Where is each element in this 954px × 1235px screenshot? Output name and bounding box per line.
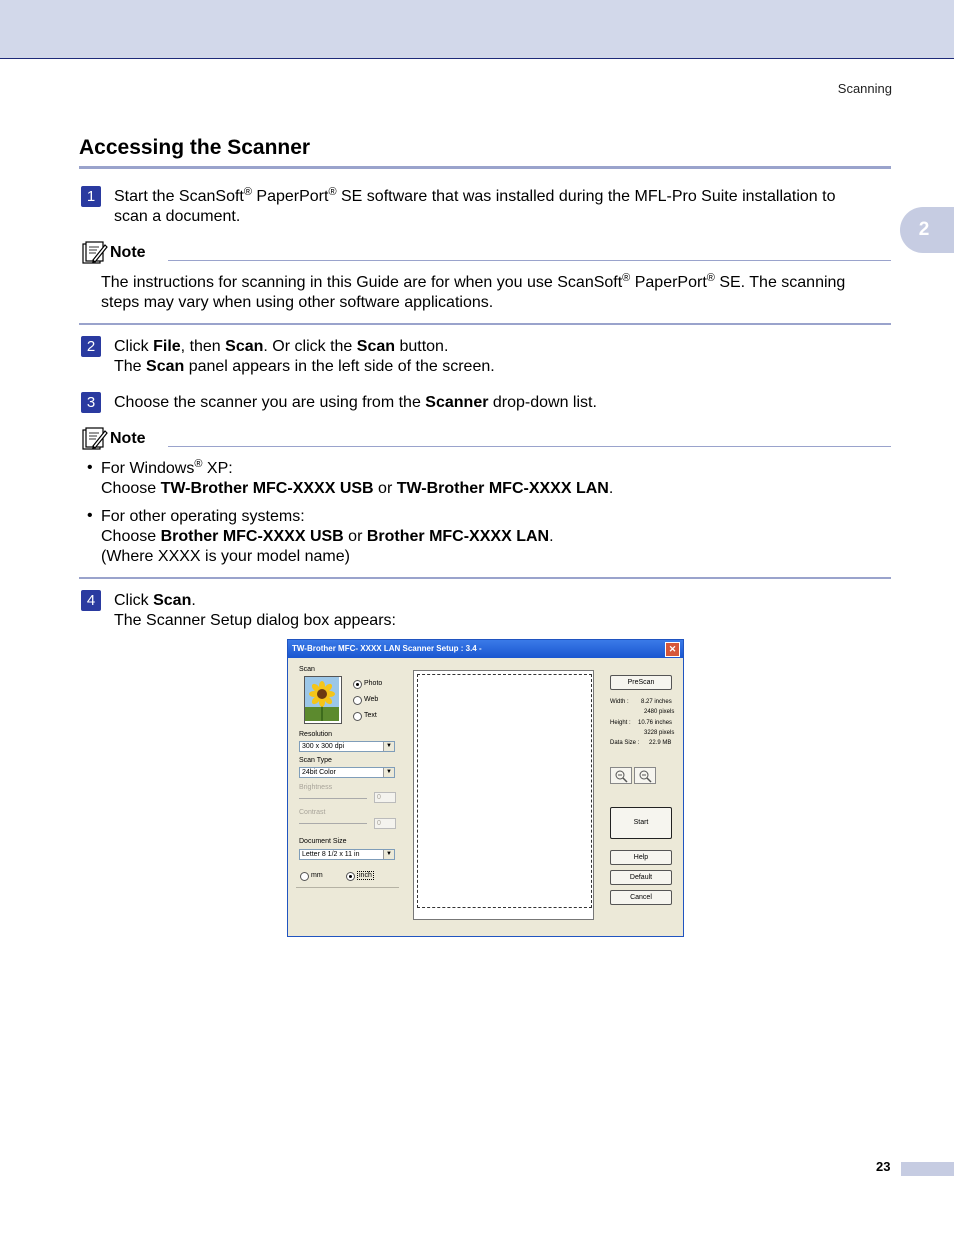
step-4-line-2: The Scanner Setup dialog box appears: <box>114 612 396 629</box>
radio-web[interactable] <box>353 696 362 705</box>
note-pencil-icon <box>82 427 108 451</box>
chapter-tab: 2 <box>900 207 954 253</box>
chevron-down-icon: ▼ <box>383 768 394 777</box>
step-badge-3: 3 <box>81 392 101 413</box>
start-button[interactable]: Start <box>610 807 672 839</box>
width-pixels: 2480 pixels <box>644 709 675 715</box>
note-end-rule-2 <box>79 577 891 579</box>
step-4-text <box>114 591 894 631</box>
note-end-rule-1 <box>79 323 891 325</box>
resolution-label: Resolution <box>299 731 333 738</box>
contrast-field[interactable] <box>374 818 396 829</box>
step-1-text <box>114 187 904 227</box>
note-1-line-2: steps may vary when using other software applications. <box>101 294 494 311</box>
preview-area[interactable] <box>413 670 594 920</box>
width-inches: 8.27 inches <box>641 699 672 705</box>
scan-area-frame <box>417 674 592 908</box>
chevron-down-icon: ▼ <box>383 742 394 751</box>
contrast-value: 0 <box>377 820 381 827</box>
bullet-2-line-1: For other operating systems: <box>101 508 305 525</box>
brightness-value: 0 <box>377 794 381 801</box>
bullet-2-line-3: (Where XXXX is your model name) <box>101 548 350 565</box>
note-header-2 <box>82 427 146 451</box>
step-badge-2: 2 <box>81 336 101 357</box>
page-number: 23 <box>876 1159 891 1174</box>
data-size-label: Data Size : <box>610 740 640 746</box>
step-2-text <box>114 337 894 377</box>
contrast-slider[interactable] <box>299 823 367 824</box>
close-icon[interactable]: ✕ <box>665 642 680 657</box>
contrast-label: Contrast <box>299 809 326 816</box>
step-2-line-1: Click File, then Scan. Or click the Scan button. <box>114 338 449 355</box>
document-size-value: Letter 8 1/2 x 11 in <box>302 851 360 858</box>
radio-text[interactable] <box>353 712 362 721</box>
note-rule-2 <box>168 446 891 447</box>
document-size-select[interactable] <box>299 849 395 860</box>
dialog-titlebar <box>288 640 683 658</box>
option-web-label: Web <box>364 696 379 703</box>
unit-mm-label: mm <box>311 872 323 879</box>
bullet-dot-1: • <box>87 459 93 476</box>
zoom-in-button[interactable] <box>610 767 632 784</box>
dialog-title: TW-Brother MFC- XXXX LAN Scanner Setup : 3.4 - <box>292 644 482 653</box>
help-button[interactable]: Help <box>610 850 672 865</box>
height-inches: 10.76 inches <box>638 720 673 726</box>
scan-type-select[interactable] <box>299 767 395 778</box>
zoom-in-icon <box>611 768 631 783</box>
unit-inch-label: inch <box>359 872 372 879</box>
step-badge-4: 4 <box>81 590 101 611</box>
step-1-line-2: scan a document. <box>114 208 241 225</box>
sunflower-photo-icon <box>304 676 342 724</box>
step-1-line-1: Start the ScanSoft® PaperPort® SE software that was installed during the MFL-Pro Suite installation to <box>114 186 836 205</box>
option-text-label: Text <box>364 712 377 719</box>
cancel-button[interactable]: Cancel <box>610 890 672 905</box>
note-header-1 <box>82 241 146 265</box>
step-3-text: Choose the scanner you are using from the Scanner drop-down list. <box>114 394 597 411</box>
chevron-down-icon: ▼ <box>383 850 394 859</box>
scan-type-label: Scan Type <box>299 757 332 764</box>
step-4-line-1: Click Scan. <box>114 592 196 609</box>
page-title: Accessing the Scanner <box>79 136 311 159</box>
note-pencil-icon <box>82 241 108 265</box>
scan-label: Scan <box>299 666 315 673</box>
default-button[interactable]: Default <box>610 870 672 885</box>
note-label: Note <box>110 430 146 447</box>
running-head: Scanning <box>837 81 892 96</box>
height-pixels: 3228 pixels <box>644 730 675 736</box>
note-2-bullet-2 <box>101 507 891 567</box>
radio-photo[interactable] <box>353 680 362 689</box>
height-label: Height : <box>610 720 631 726</box>
bullet-1-line-2: Choose TW-Brother MFC-XXXX USB or TW-Brother MFC-XXXX LAN. <box>101 480 614 497</box>
prescan-button[interactable]: PreScan <box>610 675 672 690</box>
data-size-value: 22.9 MB <box>649 740 672 746</box>
brightness-slider[interactable] <box>299 798 367 799</box>
bullet-2-line-2: Choose Brother MFC-XXXX USB or Brother MFC-XXXX LAN. <box>101 528 554 545</box>
radio-mm[interactable] <box>300 872 309 881</box>
resolution-select[interactable] <box>299 741 395 752</box>
option-photo-label: Photo <box>364 680 383 687</box>
document-size-label: Document Size <box>299 838 347 845</box>
page-number-bar <box>901 1162 954 1176</box>
scanner-setup-dialog <box>287 639 684 937</box>
scan-type-value: 24bit Color <box>302 769 336 776</box>
note-label: Note <box>110 244 146 261</box>
brightness-field[interactable] <box>374 792 396 803</box>
zoom-out-icon <box>635 768 655 783</box>
note-rule-1 <box>168 260 891 261</box>
radio-inch[interactable] <box>346 872 355 881</box>
bullet-dot-2: • <box>87 507 93 524</box>
heading-rule <box>79 166 891 169</box>
note-2-bullet-1 <box>101 459 891 499</box>
note-1-text <box>101 273 901 313</box>
panel-divider <box>296 887 399 888</box>
width-label: Width : <box>610 699 629 705</box>
resolution-value: 300 x 300 dpi <box>302 743 345 750</box>
note-1-line-1: The instructions for scanning in this Guide are for when you use ScanSoft® PaperPort® SE. The scanning <box>101 272 846 291</box>
brightness-label: Brightness <box>299 784 333 791</box>
header-band <box>0 0 954 59</box>
step-2-line-2: The Scan panel appears in the left side of the screen. <box>114 358 495 375</box>
bullet-1-line-1: For Windows® XP: <box>101 458 233 477</box>
zoom-out-button[interactable] <box>634 767 656 784</box>
step-badge-1: 1 <box>81 186 101 207</box>
